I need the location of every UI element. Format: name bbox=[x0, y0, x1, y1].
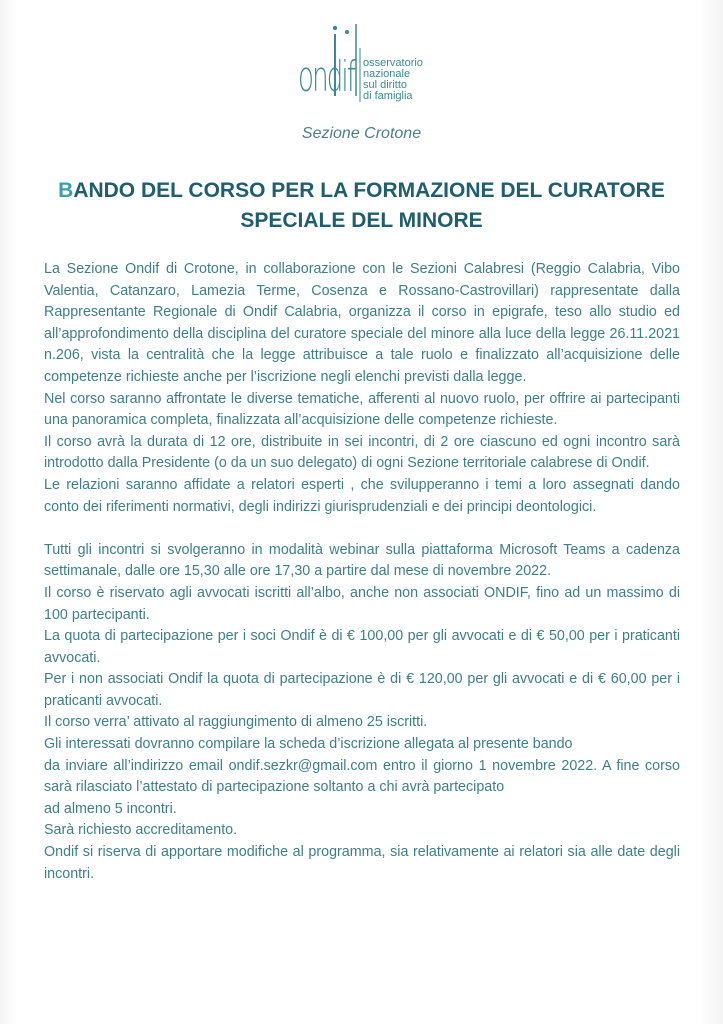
ondif-logo bbox=[298, 20, 438, 110]
paragraph: Nel corso saranno affrontate le diverse tematiche, afferenti al nuovo ruolo, per offrire ai partecipanti una panoramica completa, finalizzata all’acquisizione delle competenze richieste. bbox=[44, 390, 680, 429]
logo-subtitle-line: sul diritto bbox=[363, 79, 408, 91]
paragraph: Il corso avrà la durata di 12 ore, distribuite in sei incontri, di 2 ore ciascuno ed ogni incontro sarà introdotto dalla Presidente (o da un suo delegato) di ogni Sezione territoriale calabrese di Ondif. bbox=[44, 433, 680, 472]
paragraph: La quota di partecipazione per i soci Ondif è di € 100,00 per gli avvocati e di € 50,00 per i praticanti avvocati. bbox=[44, 628, 680, 666]
logo-wordmark: ondif bbox=[298, 52, 355, 101]
paragraph: Ondif si riserva di apportare modifiche al programma, sia relativamente ai relatori sia alle date degli incontri. bbox=[44, 844, 680, 882]
logo-subtitle-line: di famiglia bbox=[363, 90, 413, 102]
logo-subtitle-line: osservatorio bbox=[363, 57, 423, 69]
section-name: Sezione Crotone bbox=[301, 125, 422, 142]
paragraph: Tutti gli incontri si svolgeranno in modalità webinar sulla piattaforma Microsoft Teams a cadenza settimanale, dalle ore 15,30 alle ore 17,30 a partire dal mese di novembre 2022. bbox=[44, 541, 680, 580]
paragraph: La Sezione Ondif di Crotone, in collaborazione con le Sezioni Calabresi (Reggio Calabria, Vibo Valentia, Catanzaro, Lamezia Terme, Cosenza e Rossano-Castrovillari) rappresentate dalla Rappresentante Regionale di Ondif Calabria, organizza il corso in epigrafe, teso allo studio ed all’approfondimento della disciplina del curatore speciale del minore alla luce della legge 26.11.2021 n.206, vista la centralità che la legge attribuisce a tale ruolo e finalizzato all’acquisizione delle competenze richieste anche per l’iscrizione negli elenchi previsti dalla legge. bbox=[44, 261, 680, 385]
title-line-1 bbox=[0, 176, 723, 206]
title-first-letter: B bbox=[58, 179, 74, 202]
paragraph: Le relazioni saranno affidate a relatori esperti , che svilupperanno i temi a loro assegnati dando conto dei riferimenti normativi, degli indirizzi giurisprudenziali e dei principi deontologici. bbox=[44, 476, 680, 515]
paragraph: Gli interessati dovranno compilare la scheda d’iscrizione allegata al presente bando bbox=[44, 736, 573, 753]
paragraph: Sarà richiesto accreditamento. bbox=[44, 822, 238, 839]
logo-subtitle-line: nazionale bbox=[363, 68, 411, 80]
paragraph: ad almeno 5 incontri. bbox=[44, 800, 177, 817]
title-line-1-rest: ANDO DEL CORSO PER LA FORMAZIONE DEL CURATORE bbox=[73, 179, 665, 202]
document-body bbox=[44, 259, 680, 885]
logo-subtitle bbox=[363, 58, 423, 102]
paragraph: Il corso è riservato agli avvocati iscritti all’albo, anche non associati ONDIF, fino ad un massimo di 100 partecipanti. bbox=[44, 584, 680, 623]
paragraph: da inviare all’indirizzo email ondif.sezkr@gmail.com entro il giorno 1 novembre 2022. A fine corso sarà rilasciato l’attestato di partecipazione soltanto a chi avrà partecipato bbox=[44, 757, 680, 796]
paragraph: Per i non associati Ondif la quota di partecipazione è di € 120,00 per gli avvocati e di € 60,00 per i praticanti avvocati. bbox=[44, 671, 680, 709]
paragraph: Il corso verra’ attivato al raggiungimento di almeno 25 iscritti. bbox=[44, 714, 428, 731]
document-title bbox=[0, 176, 723, 236]
title-line-2: SPECIALE DEL MINORE bbox=[240, 209, 483, 232]
